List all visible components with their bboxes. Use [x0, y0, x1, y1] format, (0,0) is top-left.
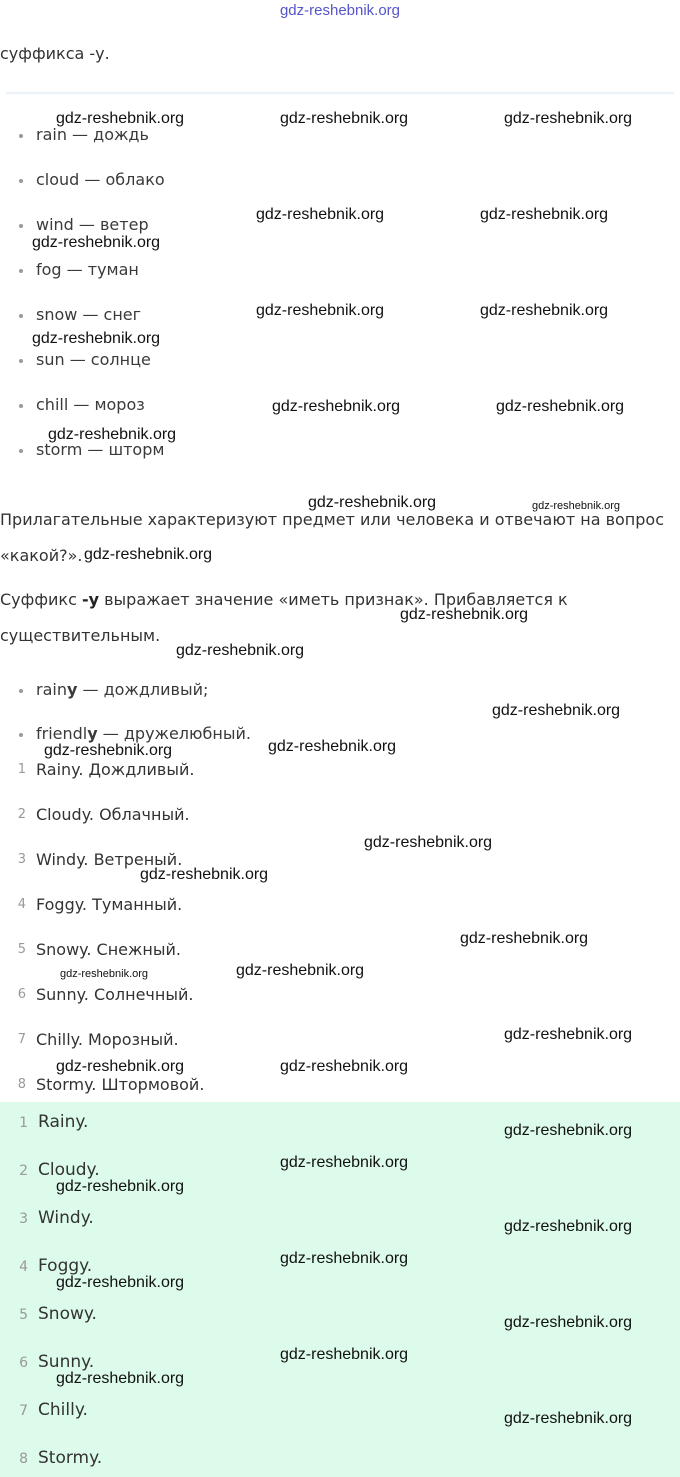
answer-number: 8 [19, 1451, 28, 1467]
watermark: gdz-reshebnik.org [492, 702, 621, 719]
watermark: gdz-reshebnik.org [256, 302, 385, 319]
answer-number: 6 [19, 1355, 28, 1371]
watermark: gdz-reshebnik.org [504, 1218, 633, 1235]
list-item: snow — снег [36, 305, 142, 324]
suffix-bold: -y [81, 590, 100, 609]
answer-text: Foggy. Туманный. [36, 895, 183, 914]
suffix-text-before: Суффикс [0, 590, 82, 609]
watermark: gdz-reshebnik.org [480, 206, 609, 223]
watermark: gdz-reshebnik.org [532, 500, 621, 512]
watermark: gdz-reshebnik.org [308, 494, 437, 511]
answer-text: Windy. Ветреный. [36, 850, 183, 869]
answer-text: Snowy. [38, 1304, 97, 1324]
answer-text: Chilly. Морозный. [36, 1030, 179, 1049]
watermark: gdz-reshebnik.org [56, 110, 185, 127]
answer-text: Snowy. Снежный. [36, 940, 181, 959]
answer-text: Foggy. [38, 1256, 93, 1276]
answer-number: 2 [17, 807, 26, 822]
watermark: gdz-reshebnik.org [504, 1410, 633, 1427]
example-root: rain [36, 680, 67, 699]
list-item: chill — мороз [36, 395, 145, 414]
watermark: gdz-reshebnik.org [280, 110, 409, 127]
answer-text: Sunny. Солнечный. [36, 985, 194, 1004]
watermark: gdz-reshebnik.org [256, 206, 385, 223]
answer-number: 1 [17, 762, 26, 777]
answer-number: 1 [19, 1115, 28, 1131]
answer-number: 5 [17, 942, 26, 957]
answer-text: Cloudy. [38, 1160, 100, 1180]
paragraph-adjectives-line2: «какой?». [0, 546, 83, 565]
answer-text: Windy. [38, 1208, 94, 1228]
watermark: gdz-reshebnik.org [504, 1122, 633, 1139]
watermark: gdz-reshebnik.org [32, 330, 161, 347]
watermark: gdz-reshebnik.org [268, 738, 397, 755]
answer-number: 5 [19, 1307, 28, 1323]
watermark: gdz-reshebnik.org [140, 866, 269, 883]
example-suffix: y [66, 680, 78, 699]
watermark: gdz-reshebnik.org [480, 302, 609, 319]
watermark: gdz-reshebnik.org [364, 834, 493, 851]
answer-text: Sunny. [38, 1352, 95, 1372]
answer-text: Chilly. [38, 1400, 88, 1420]
watermark: gdz-reshebnik.org [400, 606, 529, 623]
answer-number: 6 [17, 987, 26, 1002]
list-item [36, 724, 251, 743]
example-translation: — дружелюбный. [97, 724, 251, 743]
answer-text: Rainy. Дождливый. [36, 760, 195, 779]
top-site-watermark: gdz-reshebnik.org [279, 2, 401, 19]
example-suffix: y [87, 724, 98, 743]
answer-number: 2 [19, 1163, 28, 1179]
list-item: fog — туман [36, 260, 139, 279]
answer-text: Rainy. [38, 1112, 89, 1132]
section-divider [6, 92, 674, 95]
watermark: gdz-reshebnik.org [48, 426, 177, 443]
watermark: gdz-reshebnik.org [504, 1026, 633, 1043]
watermark: gdz-reshebnik.org [84, 546, 213, 563]
paragraph-adjectives-line1: Прилагательные характеризуют предмет или человека и отвечают на вопрос [0, 510, 665, 529]
answer-number: 3 [19, 1211, 28, 1227]
watermark: gdz-reshebnik.org [460, 930, 589, 947]
list-item: wind — ветер [36, 215, 149, 234]
watermark: gdz-reshebnik.org [280, 1346, 409, 1363]
answer-number: 8 [17, 1077, 26, 1092]
watermark: gdz-reshebnik.org [44, 742, 173, 759]
example-root: friendl [36, 724, 88, 743]
watermark: gdz-reshebnik.org [56, 1178, 185, 1195]
list-item: storm — шторм [36, 440, 165, 459]
list-item [36, 680, 208, 699]
watermark: gdz-reshebnik.org [272, 398, 401, 415]
list-item: rain — дождь [36, 125, 149, 144]
watermark: gdz-reshebnik.org [32, 234, 161, 251]
watermark: gdz-reshebnik.org [504, 110, 633, 127]
answer-number: 7 [17, 1032, 26, 1047]
watermark: gdz-reshebnik.org [504, 1314, 633, 1331]
list-item: cloud — облако [36, 170, 165, 189]
watermark: gdz-reshebnik.org [60, 968, 149, 980]
watermark: gdz-reshebnik.org [280, 1250, 409, 1267]
watermark: gdz-reshebnik.org [496, 398, 625, 415]
answer-number: 4 [19, 1259, 28, 1275]
answer-number: 7 [19, 1403, 28, 1419]
answer-text: Stormy. [38, 1448, 103, 1468]
example-translation: — дождливый; [77, 680, 209, 699]
watermark: gdz-reshebnik.org [280, 1058, 409, 1075]
list-item: sun — солнце [36, 350, 151, 369]
watermark: gdz-reshebnik.org [56, 1370, 185, 1387]
watermark: gdz-reshebnik.org [176, 642, 305, 659]
watermark: gdz-reshebnik.org [236, 962, 365, 979]
answer-text: Cloudy. Облачный. [36, 805, 190, 824]
answer-number: 3 [17, 852, 26, 867]
watermark: gdz-reshebnik.org [280, 1154, 409, 1171]
answer-text: Stormy. Штормовой. [36, 1075, 205, 1094]
suffix-text-after: выражает значение «иметь признак». Прибавляется к [99, 590, 568, 609]
watermark: gdz-reshebnik.org [56, 1058, 185, 1075]
header-text: суффикса -у. [0, 44, 110, 63]
watermark: gdz-reshebnik.org [56, 1274, 185, 1291]
answer-number: 4 [17, 897, 26, 912]
paragraph-suffix-line2: существительным. [0, 626, 161, 645]
